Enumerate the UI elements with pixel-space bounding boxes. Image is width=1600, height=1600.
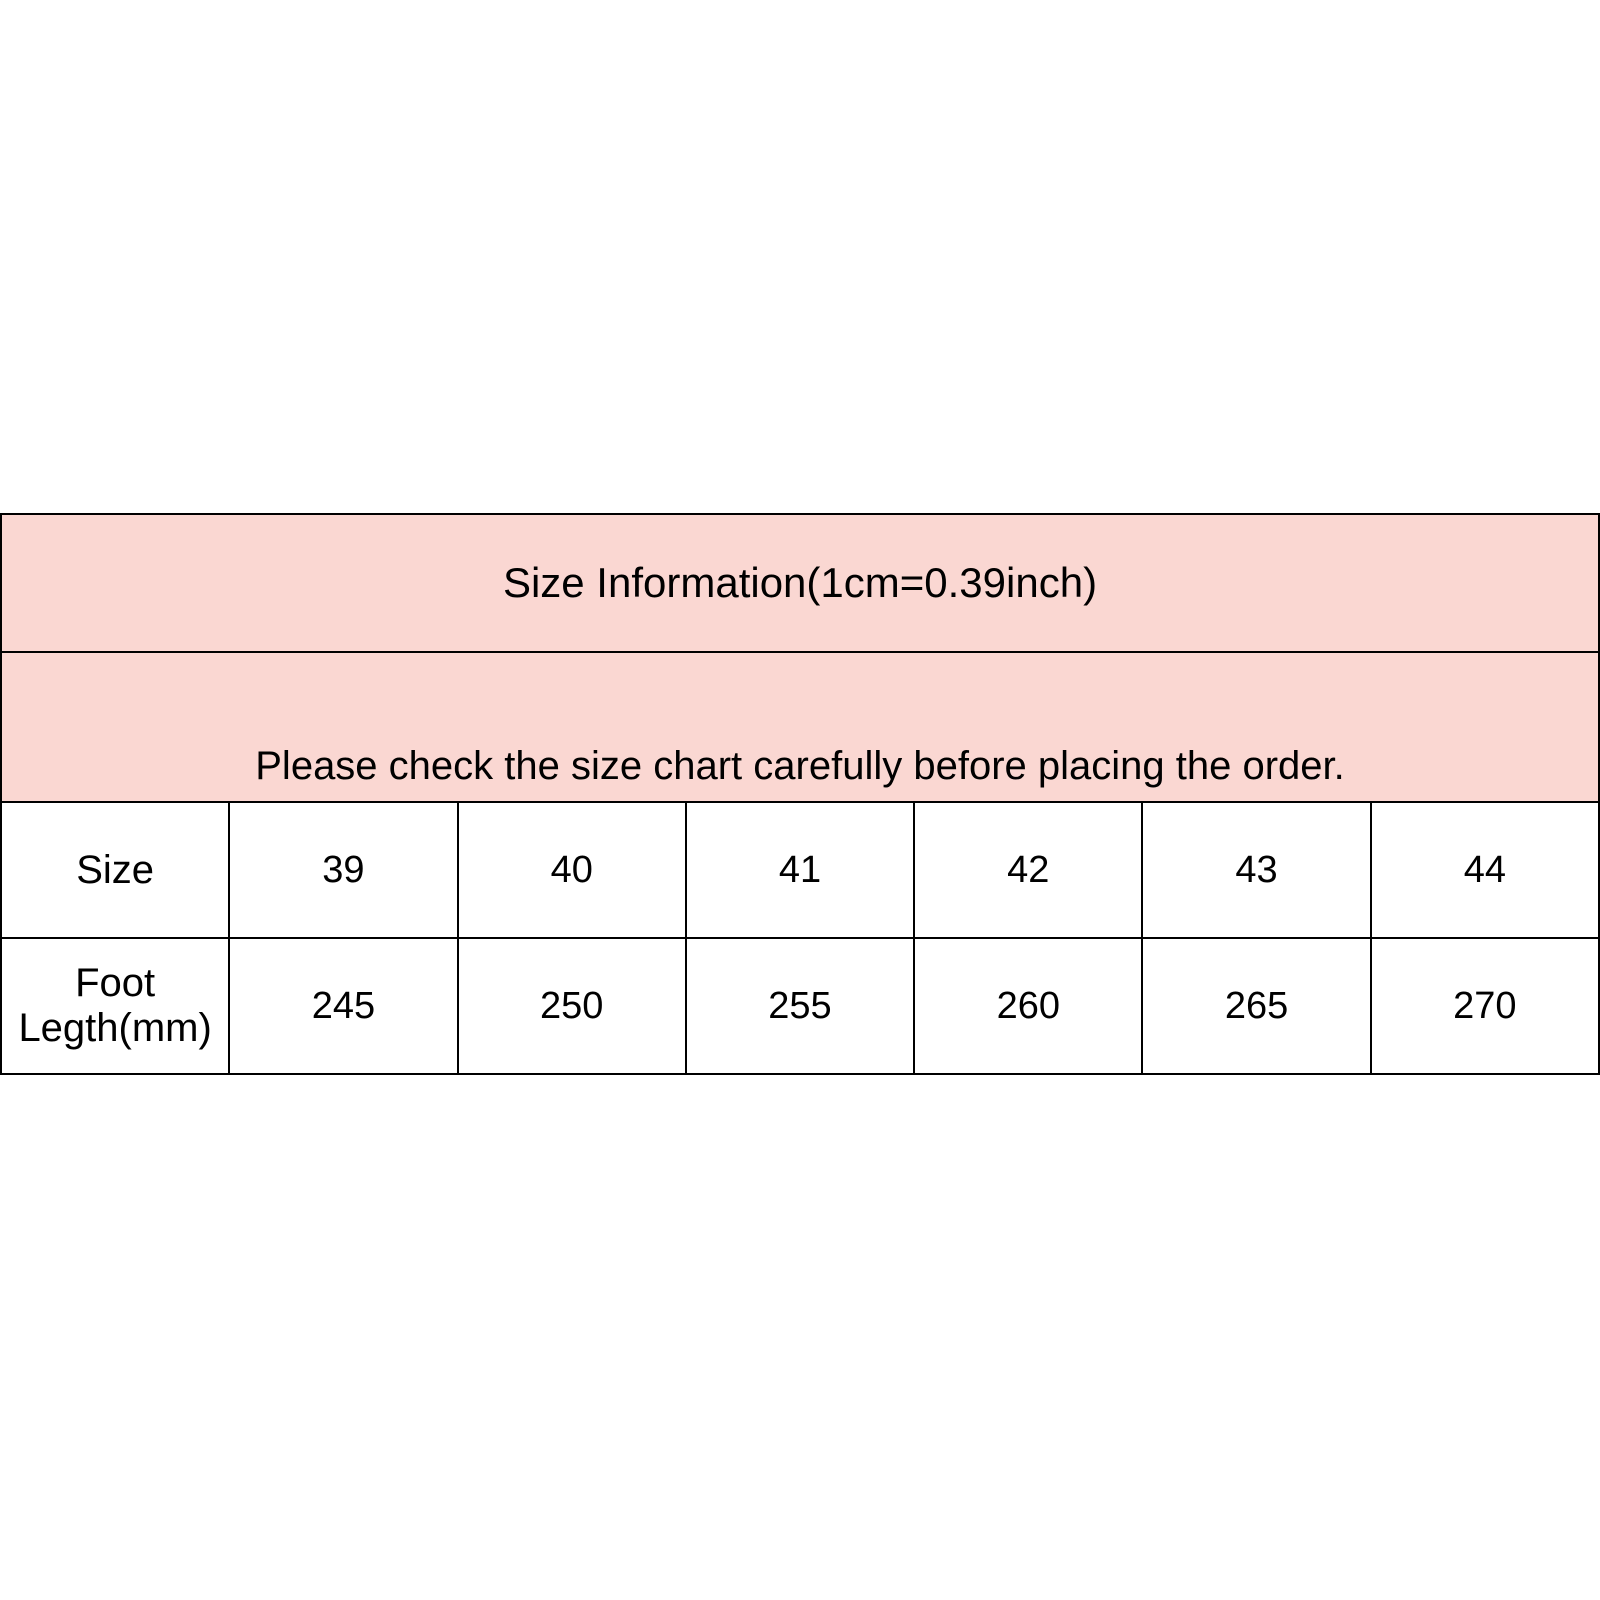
table-row-foot-length: [1, 938, 1599, 1074]
cell-size-39: 39: [229, 802, 457, 938]
row-header-size: Size: [1, 802, 229, 938]
cell-foot-length-39: 245: [229, 938, 457, 1074]
cell-foot-length-42: 260: [914, 938, 1142, 1074]
size-information-table: [0, 513, 1600, 1075]
cell-size-41: 41: [686, 802, 914, 938]
table-banner-note-row: [1, 652, 1599, 802]
cell-foot-length-44: 270: [1371, 938, 1599, 1074]
cell-size-43: 43: [1142, 802, 1370, 938]
cell-size-44: 44: [1371, 802, 1599, 938]
row-header-foot-length: Foot Legth(mm): [1, 938, 229, 1074]
cell-foot-length-41: 255: [686, 938, 914, 1074]
size-information-title: Size Information(1cm=0.39inch): [1, 514, 1599, 652]
table-banner-title-row: [1, 514, 1599, 652]
cell-foot-length-43: 265: [1142, 938, 1370, 1074]
cell-size-40: 40: [458, 802, 686, 938]
table-row-size: [1, 802, 1599, 938]
cell-size-42: 42: [914, 802, 1142, 938]
size-chart-note: Please check the size chart carefully before placing the order.: [1, 652, 1599, 802]
cell-foot-length-40: 250: [458, 938, 686, 1074]
